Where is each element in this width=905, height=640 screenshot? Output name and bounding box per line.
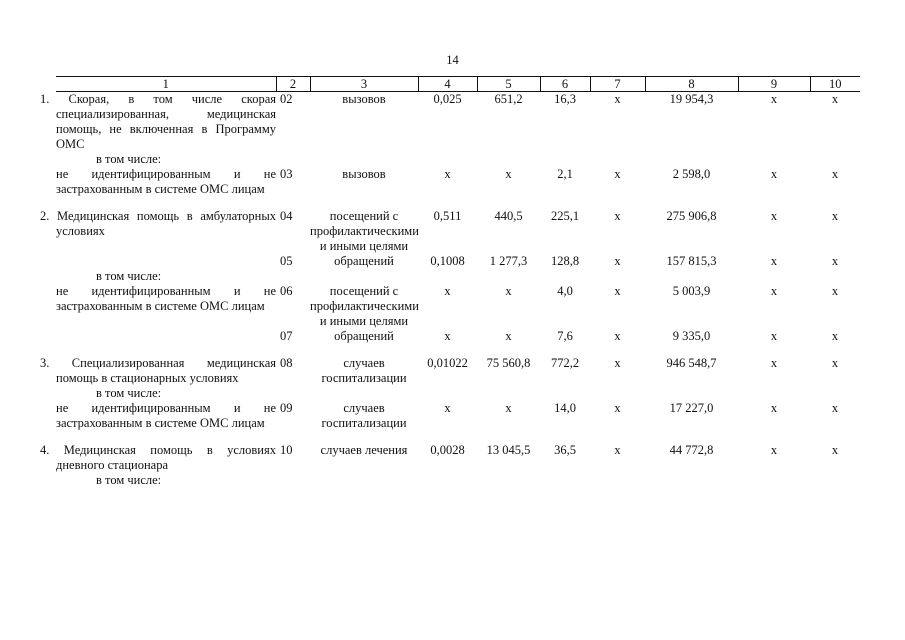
cell: 13 045,5	[486, 443, 531, 457]
column-header: 8	[645, 77, 738, 92]
row-code: 07	[280, 329, 293, 343]
cell: x	[614, 329, 621, 343]
cell: x	[831, 401, 839, 415]
subheading: в том числе:	[96, 269, 162, 283]
row-unit: посещений с профилактическими и иными целями	[310, 284, 419, 328]
cell: 0,01022	[427, 356, 468, 370]
cell: x	[770, 92, 778, 106]
row-unit: случаев госпитализации	[321, 401, 407, 430]
cell: 5 003,9	[672, 284, 711, 298]
table-row	[56, 443, 860, 473]
cell: 7,6	[557, 329, 573, 343]
column-header: 10	[810, 77, 860, 92]
row-description: не идентифицированным и не застрахованным в системе ОМС лицам	[56, 167, 276, 196]
cell: x	[831, 92, 839, 106]
cell: x	[770, 401, 778, 415]
row-description	[56, 254, 276, 269]
table-row	[56, 329, 860, 344]
cell: 275 906,8	[666, 209, 717, 223]
cell: x	[770, 254, 778, 268]
cell: x	[505, 284, 512, 298]
row-unit: вызовов	[342, 167, 386, 181]
column-header: 3	[310, 77, 418, 92]
column-header: 1	[56, 77, 276, 92]
cell: x	[770, 356, 778, 370]
header-row	[56, 77, 860, 92]
subheading: в том числе:	[96, 473, 162, 487]
cell: x	[614, 356, 621, 370]
cell: x	[614, 284, 621, 298]
table-row	[56, 92, 860, 153]
table-row	[56, 356, 860, 386]
cell: x	[444, 284, 451, 298]
cell: 128,8	[550, 254, 580, 268]
cell: x	[614, 254, 621, 268]
row-unit: вызовов	[342, 92, 386, 106]
row-code: 06	[280, 284, 293, 298]
row-code: 08	[280, 356, 293, 370]
cell: x	[505, 329, 512, 343]
row-unit: случаев госпитализации	[321, 356, 407, 385]
cell: 2,1	[557, 167, 573, 181]
cell: x	[831, 443, 839, 457]
subheading: в том числе:	[96, 152, 162, 166]
subheading-row	[56, 386, 860, 401]
cell: 225,1	[550, 209, 580, 223]
cell: 946 548,7	[666, 356, 717, 370]
data-table	[40, 76, 860, 488]
cell: x	[770, 167, 778, 181]
cell: x	[831, 329, 839, 343]
cell: x	[505, 167, 512, 181]
row-code: 04	[280, 209, 293, 223]
table-row	[56, 254, 860, 269]
subheading-row	[56, 152, 860, 167]
column-header: 2	[276, 77, 310, 92]
cell: 36,5	[554, 443, 576, 457]
column-header: 9	[738, 77, 810, 92]
row-description: не идентифицированным и не застрахованным в системе ОМС лицам	[56, 401, 276, 430]
row-code: 10	[280, 443, 293, 457]
cell: x	[614, 443, 621, 457]
row-unit: обращений	[334, 329, 394, 343]
cell: 0,1008	[430, 254, 465, 268]
cell: 0,025	[433, 92, 462, 106]
cell: x	[505, 401, 512, 415]
cell: 44 772,8	[669, 443, 714, 457]
cell: x	[831, 356, 839, 370]
column-header: 7	[590, 77, 645, 92]
table-row	[56, 167, 860, 197]
page-number: 14	[446, 53, 459, 67]
row-code: 09	[280, 401, 293, 415]
row-description: 2. Медицинская помощь в амбулаторных условиях	[40, 209, 276, 238]
cell: 16,3	[554, 92, 576, 106]
cell: x	[614, 167, 621, 181]
cell: x	[444, 329, 451, 343]
cell: x	[831, 254, 839, 268]
cell: 0,511	[433, 209, 462, 223]
cell: x	[444, 401, 451, 415]
row-code: 05	[280, 254, 293, 268]
cell: x	[831, 209, 839, 223]
cell: 772,2	[550, 356, 580, 370]
cell: x	[444, 167, 451, 181]
row-description: 4. Медицинская помощь в условиях дневного стационара	[40, 443, 276, 472]
cell: x	[614, 401, 621, 415]
cell: 157 815,3	[666, 254, 717, 268]
row-unit: посещений с профилактическими и иными целями	[310, 209, 419, 253]
row-unit: случаев лечения	[320, 443, 408, 457]
row-description: 1. Скорая, в том числе скорая специализированная, медицинская помощь, не включенная в Программу ОМС	[40, 92, 276, 151]
row-code: 03	[280, 167, 293, 181]
subheading-row	[56, 473, 860, 488]
subheading-row	[56, 269, 860, 284]
table-row	[56, 401, 860, 431]
cell: x	[770, 284, 778, 298]
row-unit: обращений	[334, 254, 394, 268]
row-description: не идентифицированным и не застрахованным в системе ОМС лицам	[56, 284, 276, 313]
cell: 14,0	[554, 401, 576, 415]
cell: 19 954,3	[669, 92, 714, 106]
table-row	[56, 209, 860, 254]
cell: 440,5	[494, 209, 523, 223]
row-code: 02	[280, 92, 293, 106]
cell: x	[831, 284, 839, 298]
cell: 651,2	[494, 92, 523, 106]
row-description	[56, 329, 276, 344]
cell: 9 335,0	[672, 329, 711, 343]
cell: x	[831, 167, 839, 181]
cell: x	[770, 443, 778, 457]
row-description: 3. Специализированная медицинская помощь в стационарных условиях	[40, 356, 276, 385]
column-header: 5	[477, 77, 540, 92]
cell: x	[614, 92, 621, 106]
cell: 4,0	[557, 284, 573, 298]
table-row	[56, 284, 860, 329]
cell: 0,0028	[430, 443, 465, 457]
cell: 2 598,0	[672, 167, 711, 181]
cell: 75 560,8	[486, 356, 531, 370]
cell: x	[770, 209, 778, 223]
column-header: 4	[418, 77, 477, 92]
cell: x	[614, 209, 621, 223]
cell: x	[770, 329, 778, 343]
cell: 17 227,0	[669, 401, 714, 415]
column-header: 6	[540, 77, 590, 92]
subheading: в том числе:	[96, 386, 162, 400]
cell: 1 277,3	[489, 254, 528, 268]
